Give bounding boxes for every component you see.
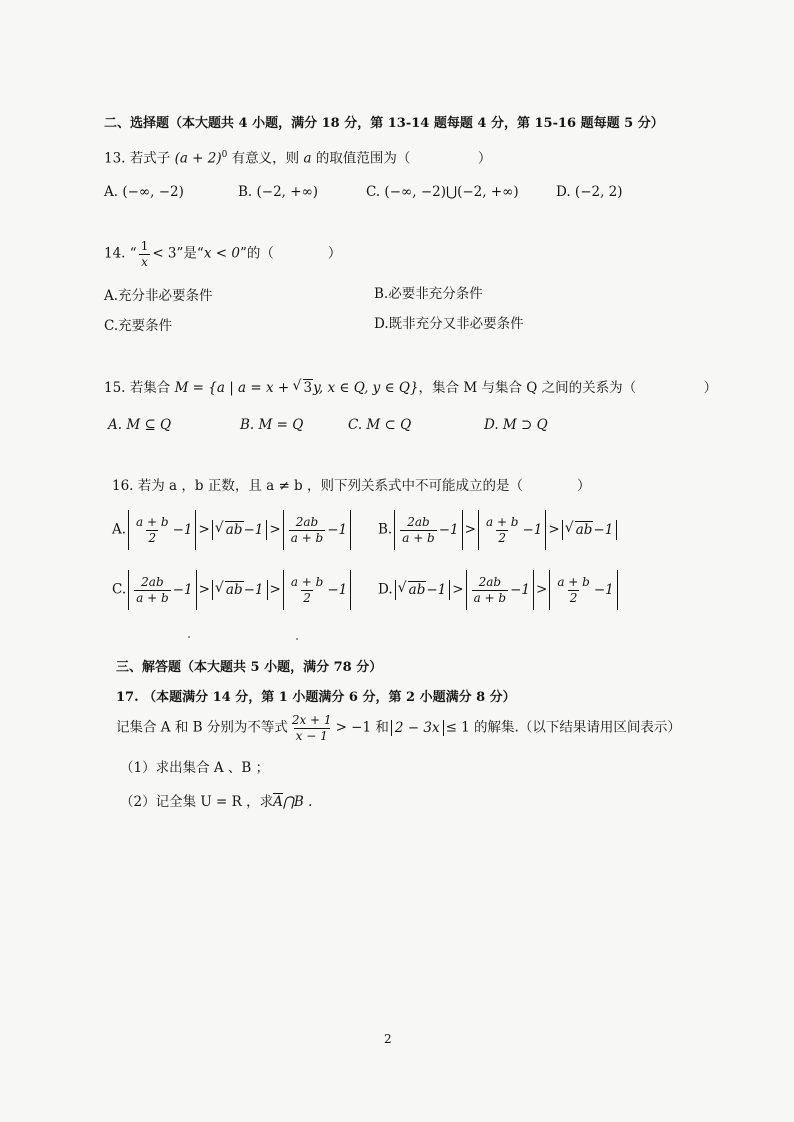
q16-d-frac2 bbox=[472, 576, 509, 604]
q16-d-gt2: > bbox=[536, 581, 548, 598]
q16-c-label: C. bbox=[112, 581, 127, 598]
q16-a-sqrt-rad: ab bbox=[225, 521, 243, 538]
q17-stem-pre: 记集合 A 和 B 分别为不等式 bbox=[116, 719, 288, 736]
q16-a-f1-num: a + b bbox=[136, 514, 169, 529]
q17-frac-den: x − 1 bbox=[295, 728, 328, 743]
q16-option-a bbox=[112, 510, 353, 550]
q16-d-term1 bbox=[395, 580, 451, 600]
q15-set-def-pre: M = {a | a = x + bbox=[174, 380, 294, 396]
q16-option-c bbox=[112, 570, 353, 610]
q16-b-f2-den: 2 bbox=[498, 530, 507, 545]
q16-c-f3-num: a + b bbox=[290, 574, 324, 589]
q15-sqrt bbox=[294, 380, 314, 396]
q16-a-f3-den: a + b bbox=[290, 530, 324, 545]
q16-b-term2 bbox=[478, 510, 546, 550]
page-number: 2 bbox=[384, 1032, 392, 1046]
q16-a-frac1 bbox=[134, 516, 171, 544]
q16-a-term2 bbox=[212, 520, 268, 540]
q17-frac-num: 2x + 1 bbox=[291, 713, 332, 727]
q14-fraction bbox=[139, 240, 151, 268]
q16-c-m2: −1 bbox=[243, 581, 264, 598]
q16-c-f1-den: a + b bbox=[136, 590, 169, 605]
q15-stem-pre: 15. 若集合 bbox=[104, 380, 171, 396]
q16-option-d bbox=[378, 570, 620, 610]
q13-stem bbox=[104, 150, 491, 167]
q16-d-m3: −1 bbox=[593, 581, 614, 598]
q13-option-d: D. (−2, 2) bbox=[556, 184, 623, 200]
q13-option-a: A. (−∞, −2) bbox=[104, 184, 184, 200]
q16-d-term2 bbox=[466, 570, 534, 610]
q16-b-gt2: > bbox=[548, 521, 560, 538]
q16-d-sqrt bbox=[399, 582, 427, 598]
q14-frac-num: 1 bbox=[140, 239, 149, 253]
q17-sub2 bbox=[120, 794, 312, 810]
scan-speck bbox=[188, 636, 190, 638]
q17-sub2-pre: （2）记全集 U = R ，求 bbox=[120, 794, 274, 810]
q17-abs-expr: 2 − 3x bbox=[394, 720, 440, 736]
q16-b-sqrt bbox=[566, 522, 594, 538]
q16-a-m1: −1 bbox=[172, 521, 193, 538]
q15-stem bbox=[104, 380, 717, 396]
q14-num: 14. bbox=[104, 245, 126, 262]
q16-b-term3 bbox=[562, 520, 618, 540]
q16-a-m2: −1 bbox=[243, 521, 264, 538]
q16-d-label: D. bbox=[378, 581, 393, 598]
q14-option-c: C.充要条件 bbox=[104, 318, 173, 334]
q14-frac-den: x bbox=[141, 254, 148, 269]
q16-c-term3 bbox=[283, 570, 351, 610]
q14-option-d: D.既非充分又非必要条件 bbox=[374, 316, 524, 332]
q16-c-term1 bbox=[128, 570, 196, 610]
q15-stem-post: ，集合 M 与集合 Q 之间的关系为（ ） bbox=[418, 380, 718, 396]
q16-b-f1-den: a + b bbox=[402, 530, 435, 545]
q13-expr: (a + 2) bbox=[174, 150, 222, 167]
q16-d-term3 bbox=[549, 570, 617, 610]
q16-b-term1 bbox=[394, 510, 462, 550]
q16-c-f1-num: 2ab bbox=[141, 574, 164, 589]
q16-option-b bbox=[378, 510, 619, 550]
q16-b-frac2 bbox=[484, 516, 521, 544]
q16-b-f1-num: 2ab bbox=[407, 514, 430, 529]
q13-option-c: C. (−∞, −2)⋃(−2, +∞) bbox=[366, 184, 519, 200]
q16-d-sqrt-rad: ab bbox=[408, 581, 426, 598]
q17-sub1: （1）求出集合 A 、B ； bbox=[120, 760, 270, 776]
q14-option-b: B.必要非充分条件 bbox=[374, 286, 483, 302]
q16-b-m1: −1 bbox=[438, 521, 459, 538]
q17-abs bbox=[391, 720, 444, 736]
q16-a-gt2: > bbox=[269, 521, 281, 538]
q16-a-f1-den: 2 bbox=[148, 530, 157, 545]
q13-stem-pre: 13. 若式子 bbox=[104, 150, 171, 167]
q16-b-sqrt-rad: ab bbox=[575, 521, 593, 538]
q13-stem-post: 的取值范围为（ ） bbox=[315, 150, 492, 167]
q13-option-b: B. (−2, +∞) bbox=[238, 184, 319, 200]
q14-cond1-tail: < 3 bbox=[152, 245, 177, 262]
q16-b-f2-num: a + b bbox=[485, 514, 519, 529]
q16-c-gt2: > bbox=[269, 581, 281, 598]
q15-option-a: A. M ⊆ Q bbox=[108, 417, 172, 433]
q16-b-m3: −1 bbox=[593, 521, 614, 538]
q16-d-gt1: > bbox=[452, 581, 464, 598]
q16-a-gt1: > bbox=[198, 521, 210, 538]
q15-option-d: D. M ⊃ Q bbox=[484, 417, 548, 433]
q16-d-m1: −1 bbox=[426, 581, 447, 598]
q16-a-label: A. bbox=[112, 521, 127, 538]
q16-d-f3-den: 2 bbox=[569, 590, 578, 605]
q16-c-f3-den: 2 bbox=[303, 590, 311, 605]
q16-c-gt1: > bbox=[198, 581, 210, 598]
q15-option-b: B. M = Q bbox=[240, 417, 304, 433]
q17-sub2-post: ⋂B . bbox=[282, 794, 313, 810]
q16-d-frac3 bbox=[555, 576, 592, 604]
q16-c-sqrt bbox=[216, 582, 244, 598]
q16-a-term1 bbox=[128, 510, 196, 550]
q16-c-m3: −1 bbox=[327, 581, 348, 598]
q16-d-f2-den: a + b bbox=[473, 590, 507, 605]
scan-speck bbox=[296, 638, 298, 640]
q16-c-term2 bbox=[212, 580, 268, 600]
q13-stem-mid: 有意义，则 bbox=[231, 150, 300, 167]
q14-open-quote: “ bbox=[129, 245, 137, 262]
q17-ineq1-tail: > −1 和 bbox=[335, 719, 389, 736]
q15-option-c: C. M ⊂ Q bbox=[348, 417, 412, 433]
section3-heading: 三、解答题（本大题共 5 小题，满分 78 分） bbox=[116, 660, 383, 675]
q16-b-m2: −1 bbox=[522, 521, 543, 538]
q13-exponent: 0 bbox=[221, 150, 228, 160]
q16-stem: 16. 若为 a ，b 正数，且 a ≠ b ，则下列关系式中不可能成立的是（ ） bbox=[112, 478, 591, 494]
q17-heading: 17. （本题满分 14 分，第 1 小题满分 6 分，第 2 小题满分 8 分） bbox=[116, 690, 516, 705]
q16-a-term3 bbox=[283, 510, 351, 550]
q14-stem bbox=[104, 240, 341, 268]
q16-d-f3-num: a + b bbox=[557, 574, 590, 589]
q16-c-m1: −1 bbox=[172, 581, 193, 598]
q16-c-frac3 bbox=[289, 576, 326, 604]
q16-d-f2-num: 2ab bbox=[478, 574, 502, 589]
q14-option-a: A.充分非必要条件 bbox=[104, 288, 213, 304]
q16-d-m2: −1 bbox=[510, 581, 530, 598]
q14-mid: ”是“ bbox=[176, 245, 204, 262]
q16-b-label: B. bbox=[378, 521, 393, 538]
q16-a-f3-num: 2ab bbox=[295, 514, 319, 529]
q15-set-def-post: y, x ∈ Q, y ∈ Q} bbox=[313, 380, 419, 396]
q14-cond2: x < 0 bbox=[203, 245, 240, 262]
q16-a-frac3 bbox=[289, 516, 326, 544]
section2-heading: 二、选择题（本大题共 4 小题，满分 18 分，第 13-14 题每题 4 分，第 15-16 题每题 5 分） bbox=[104, 116, 664, 131]
q13-var: a bbox=[303, 150, 312, 167]
q14-post: ”的（ ） bbox=[239, 245, 342, 262]
q16-a-sqrt bbox=[216, 522, 244, 538]
q16-b-frac1 bbox=[400, 516, 437, 544]
q16-c-frac1 bbox=[134, 576, 171, 604]
q17-stem bbox=[116, 714, 681, 742]
q16-a-m3: −1 bbox=[327, 521, 348, 538]
q16-c-sqrt-rad: ab bbox=[225, 581, 243, 598]
q17-complement-a: A bbox=[273, 794, 283, 810]
q16-b-gt1: > bbox=[464, 521, 476, 538]
q17-ineq2-tail: ≤ 1 的解集.（以下结果请用区间表示） bbox=[445, 719, 681, 736]
q17-fraction bbox=[290, 714, 334, 742]
q15-sqrt-radicand: 3 bbox=[303, 380, 313, 396]
